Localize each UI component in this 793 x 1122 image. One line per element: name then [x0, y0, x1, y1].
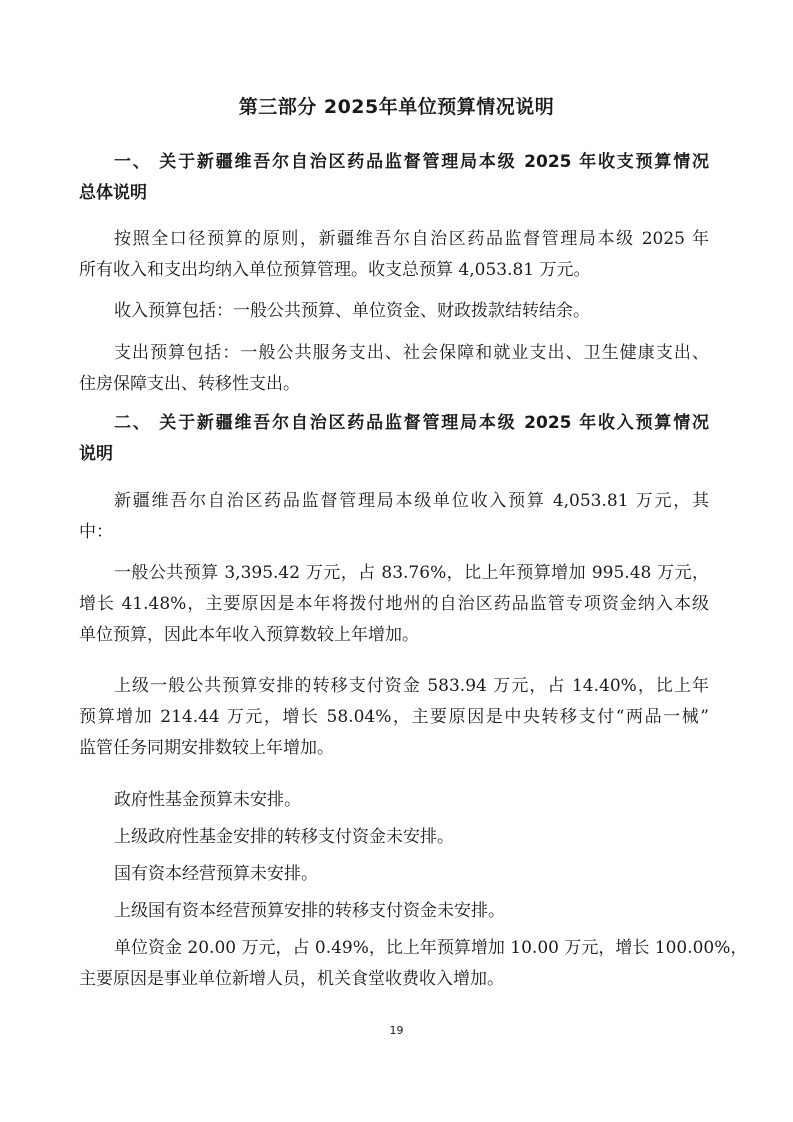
section2-paragraph-6 [79, 859, 709, 890]
section2-p7-line1: 上级国有资本经营预算安排的转移支付资金未安排。 [114, 901, 505, 921]
section2-p4-line1: 政府性基金预算未安排。 [114, 790, 301, 810]
section2-paragraph-1 [79, 486, 709, 548]
page-title: 第三部分 2025年单位预算情况说明 [238, 96, 555, 118]
section1-heading-line1: 一、 关于新疆维吾尔自治区药品监督管理局本级 2025 年收支预算情况 [114, 152, 709, 172]
section2-p3-line3: 监管任务同期安排数较上年增加。 [79, 738, 334, 758]
section2-paragraph-3 [79, 671, 709, 764]
section2-p3-line2: 预算增加 214.44 万元，增长 58.04%，主要原因是中央转移支付“两品一械” [79, 707, 709, 727]
section2-p8-line2: 主要原因是事业单位新增人员，机关食堂收费收入增加。 [79, 969, 504, 989]
section2-p2-line1: 一般公共预算 3,395.42 万元，占 83.76%，比上年预算增加 995.48 万元， [114, 563, 709, 583]
section1-paragraph-3 [79, 338, 709, 400]
section1-heading-line2: 总体说明 [79, 183, 147, 203]
section1-p3-line1: 支出预算包括：一般公共服务支出、社会保障和就业支出、卫生健康支出、 [114, 343, 709, 363]
section2-heading [79, 408, 709, 470]
section2-paragraph-5 [79, 822, 709, 853]
page-number: 19 [389, 1024, 404, 1037]
section1-p3-line2: 住房保障支出、转移性支出。 [79, 374, 300, 394]
section2-p5-line1: 上级政府性基金安排的转移支付资金未安排。 [114, 827, 454, 847]
section2-paragraph-4 [79, 785, 709, 816]
section2-heading-line2: 说明 [79, 444, 113, 464]
section1-p1-line2: 所有收入和支出均纳入单位预算管理。收支总预算 4,053.81 万元。 [79, 260, 591, 280]
section2-p2-line3: 单位预算，因此本年收入预算数较上年增加。 [79, 625, 419, 645]
section1-p1-line1: 按照全口径预算的原则，新疆维吾尔自治区药品监督管理局本级 2025 年 [114, 229, 709, 249]
section2-heading-line1: 二、 关于新疆维吾尔自治区药品监督管理局本级 2025 年收入预算情况 [114, 413, 709, 433]
section1-paragraph-1 [79, 224, 709, 286]
section2-p6-line1: 国有资本经营预算未安排。 [114, 864, 318, 884]
section2-p1-line1: 新疆维吾尔自治区药品监督管理局本级单位收入预算 4,053.81 万元，其 [114, 491, 709, 511]
section1-p2-line1: 收入预算包括：一般公共预算、单位资金、财政拨款结转结余。 [114, 301, 590, 321]
section2-paragraph-8 [79, 933, 748, 995]
section2-p8-line1: 单位资金 20.00 万元，占 0.49%，比上年预算增加 10.00 万元，增长 100.00%， [114, 938, 748, 958]
section2-p2-line2: 增长 41.48%，主要原因是本年将拨付地州的自治区药品监管专项资金纳入本级 [79, 594, 709, 614]
section1-heading [79, 147, 709, 209]
section2-paragraph-2 [79, 558, 709, 651]
section1-paragraph-2 [79, 296, 709, 327]
section2-p3-line1: 上级一般公共预算安排的转移支付资金 583.94 万元，占 14.40%，比上年 [114, 676, 709, 696]
section2-p1-line2: 中： [79, 522, 113, 542]
section2-paragraph-7 [79, 896, 709, 927]
